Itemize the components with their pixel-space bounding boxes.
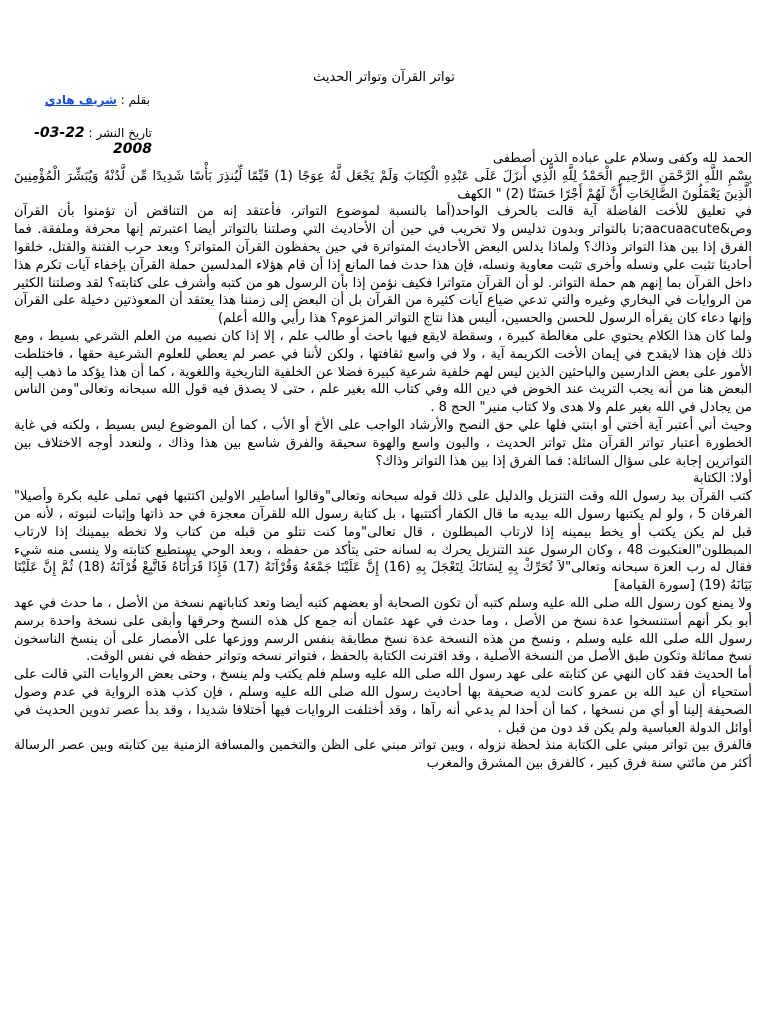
date-value: 22-03-2008 xyxy=(34,125,152,157)
paragraph-6: ولا يمنع كون رسول الله صلى الله عليه وسلم كتبه أن تكون الصحابة أو بعضهم كتبه أيضا وتعد كتاباتهم نسخة من الأصل ، ما حدث في عهد أبو بكر أنهم أستنسخوا عدة نسخ من الأصل ، وما حدث في عهد عثمان أنه جمع كل هذه النسخ وحرقها وأبقى على نسخة واحدة برسم رسول الله صلى الله عليه وسلم ، ونسخ من هذه النسخة عدة نسخ مطابقة بنفس الرسم ووزعها على الأمصار على أن ينسخ الناسخون نسخ مماثلة وتكون طبق الأصل من النسخة الأصلية ، وقد اقترنت الكتابة بالحفظ ، فتواتر نسخه وتواتر حفظه في نفس الوقت. xyxy=(14,595,752,665)
byline xyxy=(45,93,150,107)
greeting: الحمد لله وكفى وسلام على عباده الذين أصطفى xyxy=(492,151,752,166)
date-label: تاريخ النشر : xyxy=(88,126,152,140)
section-heading: أولا: الكتابة xyxy=(692,471,752,487)
article-title: تواتر القرآن وتواتر الحديث xyxy=(313,70,455,85)
paragraph-5: كتب القرآن بيد رسول الله وقت التنزيل والدليل على ذلك قوله سبحانه وتعالى"وقالوا أساطير الاولين اكتتبها فهي تملى عليه بكرة وأصيلا" الفرقان 5 ، ولو لم يكتبها رسول الله بيديه ما قال الكفار أكتتبها ، بل كتابة رسول الله للقرآن معجزة في حد ذاتها وإثبات لنبوته ، لأنه من قبل لم يكن يكتب أو يخط بيمينه إذا لارتاب المبطلون ، قال تعالى"وما كنت تتلو من قبله من كتاب ولا تخطه بيمينك إذا لارتاب المبطلون"العنكبوت 48 ، وكان الرسول عند التنزيل يحرك به لسانه حتى يتأكد من حفظه ، وبعد الوحي يستطيع كتابته ولا ينسى منه شيء فقال له رب العزة سبحانه وتعالى"لاَ تُحَرِّكْ بِهِ لِسَانَكَ لِتَعْجَلَ بِهِ (16) إِنَّ عَلَيْنَا جَمْعَهُ وَقُرْآنَهُ (17) فَإِذَا قَرَأْنَاهُ فَاتَّبِعْ قُرْآنَهُ (18) ثُمَّ إِنَّ عَلَيْنَا بَيَانَهُ (19) [سورة القيامة] xyxy=(14,489,752,594)
article-body xyxy=(14,150,752,773)
paragraph-8: فالفرق بين تواتر مبني على الكتابة منذ لحظة نزوله ، وبين تواتر مبني على الظن والتخمين والمسافة الزمنية بين كتابته وبين عصر الرسالة أكثر من مائتي سنة فرق كبير ، كالفرق بين المشرق والمغرب xyxy=(14,738,752,772)
author-link[interactable]: شريف هادي xyxy=(44,93,117,107)
paragraph-1: بِسْمِ اللَّهِ الرَّحْمَنِ الرَّحِيمِ الْحَمْدُ لِلَّهِ الَّذِي أَنزَلَ عَلَى عَبْدِهِ الْكِتَابَ وَلَمْ يَجْعَل لَّهُ عِوَجًا (1) قَيِّمًا لِّيُنذِرَ بَأْسًا شَدِيدًا مِّن لَّدُنْهُ وَيُبَشِّرَ الْمُؤْمِنِينَ الَّذِينَ يَعْمَلُونَ الصَّالِحَاتِ أَنَّ لَهُمْ أَجْرًا حَسَنًا (2) " الكهف xyxy=(14,168,753,202)
paragraph-4: وحيث أني أعتبر آية أختي أو ابنتي فلها علي حق النصح والأرشاد الواجب على الأخ أو الأب ، كما أن الموضوع ليس بسيط ، ولكنه في غاية الخطورة أعتبار تواتر القرآن مثل تواتر الحديث ، والبون واسع والهوة سحيقة والفرق شاسع بين هذا وذاك ، ولنعدد أوجه الاختلاف بين التواترين إجابة على سؤال السائلة: فما الفرق إذا بين هذا التواتر وذاك؟ xyxy=(14,417,752,469)
paragraph-2: في تعليق للأخت الفاضلة آية قالت بالحرف الواحد(أما بالنسبة لموضوع التواتر، فأعتقد إنه من التناقض أن تؤمنوا بأن القرآن وص&aacuaacute;نا بالتواتر وبدون تدليس ولا تخريب في حين أن الأحاديث التي وصلتنا بالتواتر أيضا اعتبرتم إنها محرفة وملفقة. فما الفرق إذا بين هذا التواتر وذاك؟ ولماذا يدلس البعض الأحاديث المتواترة في حين يحفظون القرآن المتواتر؟ وبعد حرب الفتنة والقتل، خلقوا أحاديثا تثبت علي ونسله وأخرى تثبت معاوية ونسله، فإن هذا حدث فما المانع إذا أن قام هؤلاء المدلسين حملة القرآن بإخفاء آيات تكرم هذا داخل القرآن بما إنهم هم حملة التواتر. لو أن القرآن متواترا فكيف نؤمن إذا بأن الرسول هو من كتبه وأشرف على كتابته؟ لقد وصلتنا الكثير من الروايات في البخاري وغيره والتي تدعي ضياع آيات كثيرة من القرآن بل أن البعض إلى زمننا هذا يعتقد أن المعوذتين دخيلة على القرآن وإنها دعاء كان يقرأه الرسول للحسن والحسين، أليس هذا نتاج التواتر المزعوم؟ هذا رأيي والله أعلم) xyxy=(14,204,752,327)
paragraph-3: ولما كان هذا الكلام يحتوي على مغالطة كبيرة ، وسقطة لايقع فيها باحث أو طالب علم ، إلا إذا كان نصيبه من العلم الشرعي بسيط ، ومع ذلك فإن هذا لايقدح في إيمان الأخت الكريمة آية ، ولا في واسع ثقافتها ، ولكن لأننا في عصر لم يعطي للعلوم الشرعية حقها ، فاختلطت الأمور على بعض الدارسين والباحثين الذين ليس لهم خلفية شرعية كبيرة فضلا عن الخلفية التاريخية واللغوية ، كما أن هذا يؤكد ما ذهب إليه البعض هنا من أنه يجب التريث عند الخوض في دين الله وفي كتاب الله بغير علم ، حتى لا يصدق فيه قول الله سبحانه وتعالى"ومن الناس من يجادل في الله بغير علم ولا هدى ولا كتاب منير" الحج 8 . xyxy=(14,328,752,416)
byline-label: بقلم : xyxy=(120,93,150,107)
paragraph-7: أما الحديث فقد كان النهي عن كتابته على عهد رسول الله صلى الله عليه وسلم فلم يكتب ولم ينسخ ، وحتى بعض الروايات التي قالت على أستحياء أن عبد الله بن عمرو كانت لديه صحيفة بها أحاديث رسول الله صلى الله عليه وسلم ، فإن كذب هذه الرواية في عدم وصول الصحيفة إلينا أو أي من نسخها ، كما أن أحدا لم يدعي أنه رآها ، وقد أختلفت الروايات فيها أختلافا شديدا ، وقد بدأ عصر تدوين الحديث في أوائل الدولة العباسية ولم يكن قد دون من قبل . xyxy=(14,667,752,736)
